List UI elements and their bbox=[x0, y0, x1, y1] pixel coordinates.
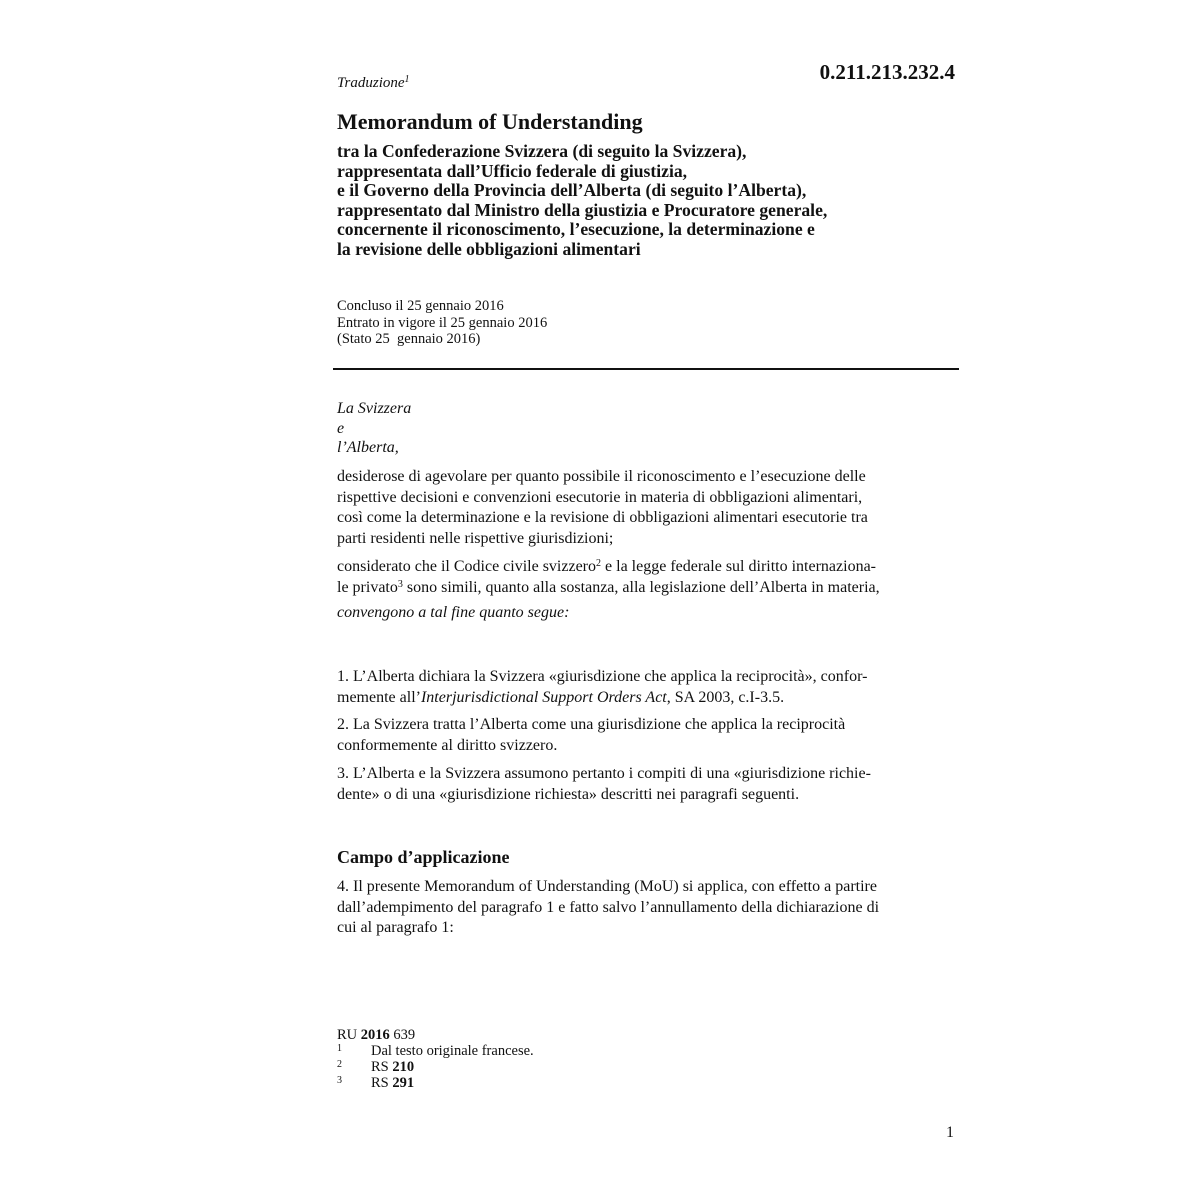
preamble-considerato: considerato che il Codice civile svizzero$^2$ e la legge federale sul diritto internaziona- le privato$^3$ sono simili, quanto alla sostanza, alla legislazione dell’Alberta in materia, bbox=[337, 558, 880, 596]
paragraph-4 bbox=[337, 877, 954, 939]
party-alberta: l’Alberta, bbox=[337, 439, 399, 456]
section-heading: Campo d’applicazione bbox=[337, 847, 510, 867]
text-line: 4. Il presente Memorandum of Understanding (MoU) si applica, con effetto a partire bbox=[337, 878, 877, 895]
text-line: conformemente al diritto svizzero. bbox=[337, 736, 558, 754]
paragraph-3 bbox=[337, 764, 954, 805]
text-line: dall’adempimento del paragrafo 1 e fatto salvo l’annullamento della dichiarazione di bbox=[337, 898, 880, 916]
footnote-ref-3[interactable]: 3 bbox=[397, 578, 403, 590]
subtitle-line: rappresentata dall’Ufficio federale di giustizia, bbox=[337, 160, 688, 181]
text-line: desiderose di agevolare per quanto possibile il riconoscimento e l’esecuzione delle bbox=[337, 468, 866, 485]
document-title: Memorandum of Understanding bbox=[337, 109, 643, 134]
text-line: rispettive decisioni e convenzioni esecutorie in materia di obbligazioni alimentari, bbox=[337, 488, 863, 506]
subtitle-line: la revisione delle obbligazioni alimentari bbox=[337, 238, 641, 259]
concluded-date: Concluso il 25 gennaio 2016 bbox=[337, 298, 504, 314]
text-line: 1. L’Alberta dichiara la Svizzera «giurisdizione che applica la reciprocità», confor- bbox=[337, 668, 868, 685]
text-line: cui al paragrafo 1: bbox=[337, 919, 454, 936]
translation-label: Traduzione$^1$ bbox=[337, 74, 410, 91]
text-line: parti residenti nelle rispettive giurisdizioni; bbox=[337, 529, 614, 547]
subtitle-line: tra la Confederazione Svizzera (di seguito la Svizzera), bbox=[337, 141, 747, 161]
page-number: 1 bbox=[946, 1124, 954, 1141]
footnote-1: 1 Dal testo originale francese. bbox=[337, 1043, 534, 1059]
text-line: dente» o di una «giurisdizione richiesta» descritti nei paragrafi seguenti. bbox=[337, 785, 800, 803]
paragraph-1: 1. L’Alberta dichiara la Svizzera «giurisdizione che applica la reciprocità», confor- memente all’Interjurisdictional Support Orders Act, SA 2003, c.I-3.5. bbox=[337, 667, 954, 708]
party-conjunction: e bbox=[337, 419, 345, 437]
sr-number: 0.211.213.232.4 bbox=[819, 60, 955, 84]
footnote-3: 3 RS 291 bbox=[337, 1075, 415, 1091]
text-line: così come la determinazione e la revisione di obbligazioni alimentari esecutorie tra bbox=[337, 509, 868, 526]
subtitle-line: e il Governo della Provincia dell’Alberta (di seguito l’Alberta), bbox=[337, 180, 807, 200]
footnote-ref-2[interactable]: 2 bbox=[596, 558, 602, 569]
horizontal-rule bbox=[333, 368, 959, 370]
subtitle-line: concernente il riconoscimento, l’esecuzione, la determinazione e bbox=[337, 219, 815, 239]
subtitle-line: rappresentato dal Ministro della giustizia e Procuratore generale, bbox=[337, 199, 828, 220]
text-line: 2. La Svizzera tratta l’Alberta come una giurisdizione che applica la reciprocità bbox=[337, 716, 846, 733]
act-reference: Interjurisdictional Support Orders Act bbox=[420, 688, 667, 706]
footnote-ref-1[interactable]: 1 bbox=[404, 74, 410, 85]
preamble-convengono: convengono a tal fine quanto segue: bbox=[337, 604, 570, 621]
in-force-date: Entrato in vigore il 25 gennaio 2016 bbox=[337, 314, 548, 331]
status-date: (Stato 25 gennaio 2016) bbox=[337, 331, 481, 347]
ru-reference: RU 2016 639 bbox=[337, 1027, 416, 1043]
party-switzerland: La Svizzera bbox=[337, 400, 412, 417]
text-line: 3. L’Alberta e la Svizzera assumono pertanto i compiti di una «giurisdizione richie- bbox=[337, 765, 871, 782]
footnote-2: 2 RS 210 bbox=[337, 1059, 415, 1075]
preamble-desiderose bbox=[337, 467, 954, 549]
document-subtitle bbox=[337, 142, 827, 259]
parties-block bbox=[337, 399, 411, 458]
footnotes-block bbox=[337, 1027, 534, 1091]
paragraph-2 bbox=[337, 715, 954, 756]
date-block bbox=[337, 298, 547, 348]
